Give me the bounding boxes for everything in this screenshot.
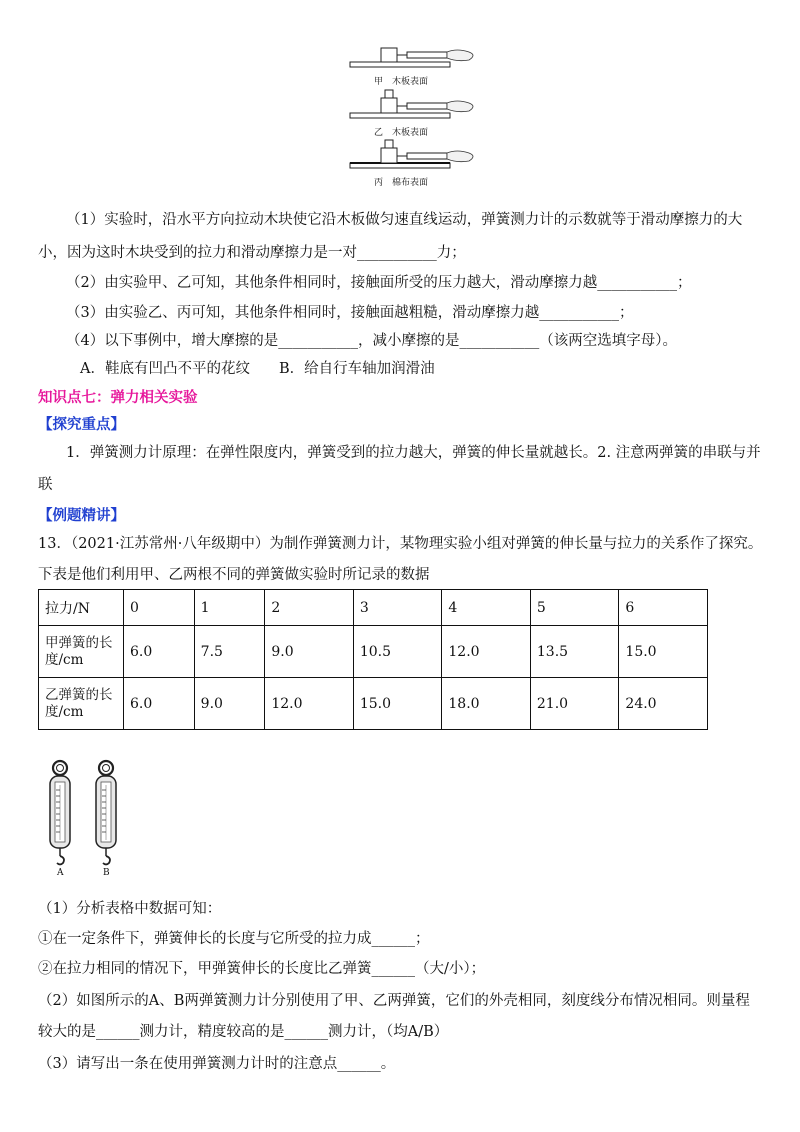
table-cell: 0 (124, 590, 195, 626)
table-cell: 15.0 (353, 678, 442, 730)
experiment-jia (350, 48, 473, 67)
table-cell: 21.0 (530, 678, 619, 730)
table-cell: 6.0 (124, 678, 195, 730)
experiment-yi (350, 90, 473, 118)
table-cell: 4 (442, 590, 531, 626)
q13-sub2-line1: （2）如图所示的A、B两弹簧测力计分别使用了甲、乙两弹簧，它们的外壳相同，刻度线分布情况相同。则量程 (38, 993, 750, 1009)
table-cell: 10.5 (353, 626, 442, 678)
q13-sub2-line2: 较大的是______测力计，精度较高的是______测力计，（均A/B） (38, 1024, 449, 1040)
caption-jia: 甲 木板表面 (374, 77, 429, 87)
q13-stem-line2: 下表是他们利用甲、乙两根不同的弹簧做实验时所记录的数据 (38, 567, 430, 583)
friction-q1-line2: 小，因为这时木块受到的拉力和滑动摩擦力是一对___________力； (38, 245, 466, 261)
spring-data-table (38, 589, 708, 730)
table-cell: 乙弹簧的长度/cm (39, 678, 124, 730)
section-title: 知识点七：弹力相关实验 (38, 390, 198, 406)
caption-yi: 乙 木板表面 (374, 128, 429, 138)
table-cell: 18.0 (442, 678, 531, 730)
table-cell: 1 (194, 590, 265, 626)
q13-sub1-b: ②在拉力相同的情况下，甲弹簧伸长的长度比乙弹簧______（大/小）； (38, 961, 486, 977)
example-tag: 【例题精讲】 (38, 508, 125, 524)
friction-q4: （4）以下事例中，增大摩擦的是___________，减小摩擦的是___________（该两空选填字母）。 (66, 333, 677, 349)
focus-line2: 联 (38, 477, 53, 493)
spring-scale-figure (42, 758, 132, 878)
table-cell: 甲弹簧的长度/cm (39, 626, 124, 678)
experiment-bing (350, 140, 473, 168)
table-cell: 2 (265, 590, 354, 626)
spring-scale-b-icon (96, 761, 116, 865)
table-cell: 24.0 (619, 678, 708, 730)
table-row (39, 590, 708, 626)
table-cell: 6 (619, 590, 708, 626)
gauge-label-b: B (103, 868, 110, 878)
friction-q2: （2）由实验甲、乙可知，其他条件相同时，接触面所受的压力越大，滑动摩擦力越___________； (66, 275, 692, 291)
table-cell: 3 (353, 590, 442, 626)
q13-sub1-a: ①在一定条件下，弹簧伸长的长度与它所受的拉力成______； (38, 931, 430, 947)
friction-q3: （3）由实验乙、丙可知，其他条件相同时，接触面越粗糙，滑动摩擦力越___________； (66, 305, 634, 321)
friction-experiment-figure (345, 40, 485, 190)
table-row (39, 678, 708, 730)
table-cell: 12.0 (265, 678, 354, 730)
table-cell: 6.0 (124, 626, 195, 678)
q13-sub1-head: （1）分析表格中数据可知： (38, 901, 222, 917)
table-cell: 5 (530, 590, 619, 626)
table-cell: 9.0 (265, 626, 354, 678)
table-cell: 7.5 (194, 626, 265, 678)
friction-options: A．鞋底有凹凸不平的花纹 B．给自行车轴加润滑油 (80, 361, 435, 377)
focus-line1: 1．弹簧测力计原理：在弹性限度内，弹簧受到的拉力越大，弹簧的伸长量就越长。2. 注意两弹簧的串联与并 (66, 445, 761, 461)
gauge-label-a: A (57, 868, 64, 878)
q13-sub3: （3）请写出一条在使用弹簧测力计时的注意点______。 (38, 1056, 396, 1072)
caption-bing: 丙 棉布表面 (374, 178, 429, 188)
q13-stem-line1: 13．（2021·江苏常州·八年级期中）为制作弹簧测力计，某物理实验小组对弹簧的伸长量与拉力的关系作了探究。 (38, 536, 763, 552)
table-cell: 9.0 (194, 678, 265, 730)
table-row (39, 626, 708, 678)
table-cell: 拉力/N (39, 590, 124, 626)
friction-q1-line1: （1）实验时，沿水平方向拉动木块使它沿木板做匀速直线运动，弹簧测力计的示数就等于滑动摩擦力的大 (66, 212, 743, 228)
table-cell: 12.0 (442, 626, 531, 678)
spring-scale-a-icon (50, 761, 70, 865)
focus-tag: 【探究重点】 (38, 417, 125, 433)
table-cell: 15.0 (619, 626, 708, 678)
table-cell: 13.5 (530, 626, 619, 678)
